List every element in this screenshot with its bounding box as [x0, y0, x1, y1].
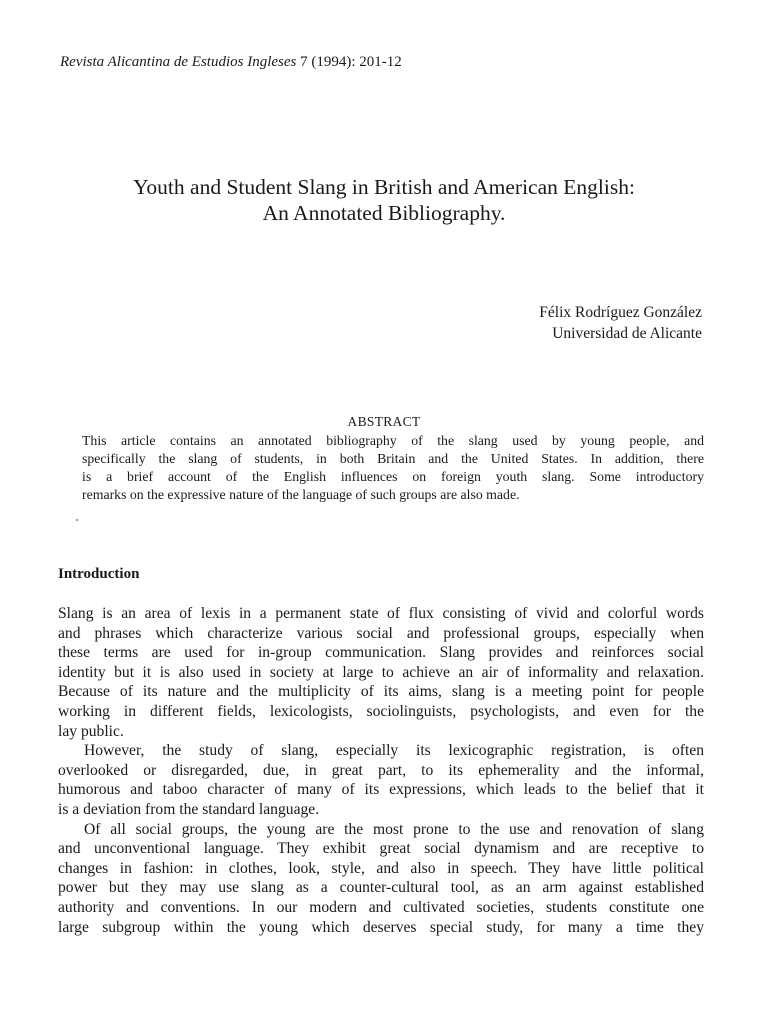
title-line-1: Youth and Student Slang in British and American English: — [133, 175, 635, 199]
body-line: and unconventional language. They exhibit great social dynamism and are receptive to — [58, 840, 704, 858]
body-line: Because of its nature and the multiplicity of its aims, slang is a meeting point for people — [58, 683, 704, 701]
scan-speck — [76, 519, 78, 521]
body-line: working in different fields, lexicologists, sociolinguists, psychologists, and even for the — [58, 702, 704, 720]
abstract-heading: ABSTRACT — [347, 414, 421, 429]
author-name: Félix Rodríguez González — [539, 304, 702, 321]
abstract-line: remarks on the expressive nature of the language of such groups are also made. — [82, 487, 520, 502]
body-line: authority and conventions. In our modern and cultivated societies, students constitute one — [58, 898, 704, 916]
section-heading-introduction: Introduction — [58, 566, 140, 582]
body-line: these terms are used for in-group communication. Slang provides and reinforces social — [58, 644, 704, 662]
article-title — [0, 174, 768, 226]
body-line: and phrases which characterize various social and professional groups, especially when — [58, 624, 704, 642]
journal-name: Revista Alicantina de Estudios Ingleses — [60, 54, 297, 70]
body-line: Of all social groups, the young are the most prone to the use and renovation of slang — [84, 820, 704, 838]
introduction-body — [58, 604, 704, 937]
body-line: identity but it is also used in society at large to achieve an air of informality and relaxation. — [58, 663, 704, 681]
body-line: However, the study of slang, especially its lexicographic registration, is often — [84, 742, 704, 760]
body-line: overlooked or disregarded, due, in great part, to its ephemerality and the informal, — [58, 761, 704, 779]
body-line: lay public. — [58, 722, 124, 740]
body-line: humorous and taboo character of many of its expressions, which leads to the belief that it — [58, 781, 704, 799]
abstract-line: This article contains an annotated bibliography of the slang used by young people, and — [82, 433, 704, 448]
body-line: is a deviation from the standard language. — [58, 800, 320, 818]
author-affiliation: Universidad de Alicante — [552, 325, 702, 342]
title-line-2: An Annotated Bibliography. — [262, 201, 506, 225]
abstract-line: specifically the slang of students, in both Britain and the United States. In addition, there — [82, 451, 704, 466]
author-block — [539, 302, 702, 344]
journal-citation — [60, 54, 402, 71]
body-line: Slang is an area of lexis in a permanent state of flux consisting of vivid and colorful words — [58, 605, 704, 622]
body-line: changes in fashion: in clothes, look, style, and also in speech. They have little political — [58, 859, 704, 877]
abstract-line: is a brief account of the English influences on foreign youth slang. Some introductory — [82, 469, 704, 484]
abstract-body — [82, 432, 704, 504]
body-line: power but they may use slang as a counter-cultural tool, as an arm against established — [58, 879, 704, 897]
journal-volume-pages: 7 (1994): 201-12 — [296, 54, 402, 70]
body-line: large subgroup within the young which deserves special study, for many a time they — [58, 918, 704, 936]
